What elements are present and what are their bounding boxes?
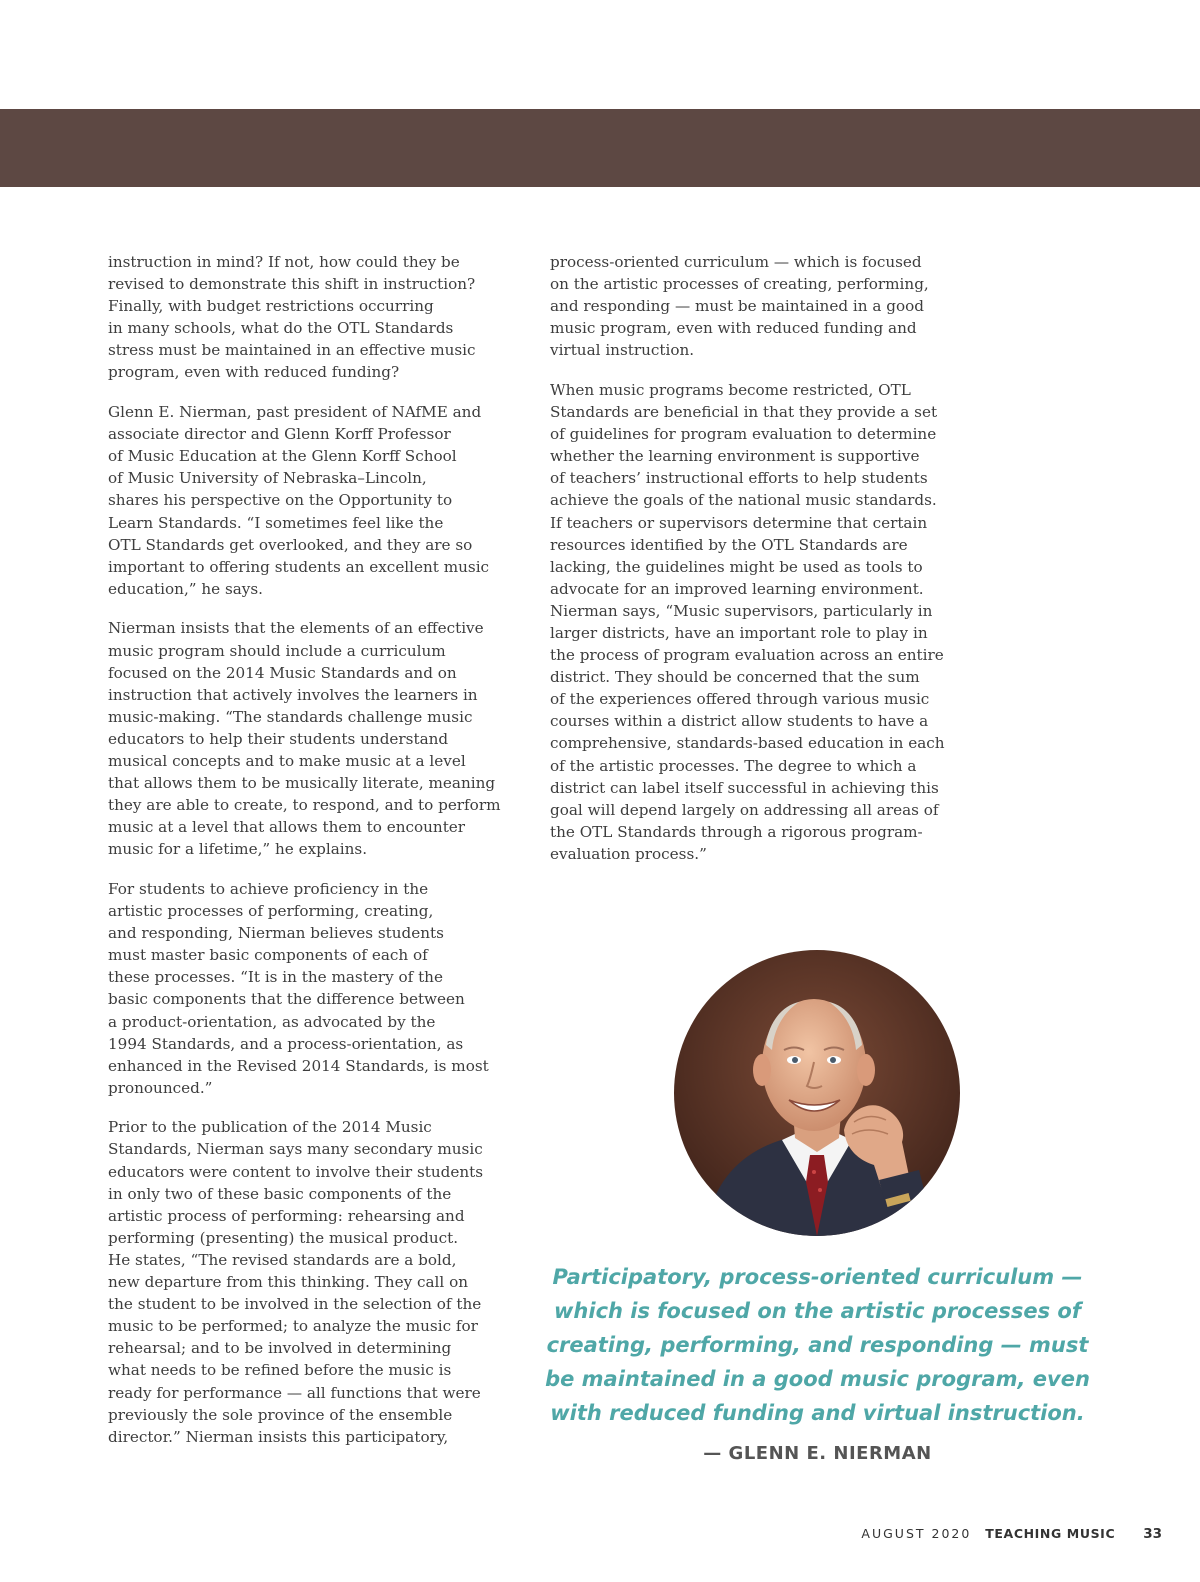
article-right-column [550, 251, 970, 883]
paragraph: When music programs become restricted, OTL Standards are beneficial in that they provide a set of guidelines for program evaluation to determine whether the learning environment is supportive of teachers’ instructional efforts to help students achieve the goals of the national music standards. If teachers or supervisors determine that certain resources identified by the OTL Standards are lacking, the guidelines might be used as tools to advocate for an improved learning environment. Nierman says, “Music supervisors, particularly in larger districts, have an important role to play in the process of program evaluation across an entire district. They should be concerned that the sum of the experiences offered through various music courses within a district allow students to have a comprehensive, standards-based education in each of the artistic processes. The degree to which a district can label itself successful in achieving this goal will depend largely on addressing all areas of the OTL Standards through a rigorous program- evaluation process.” [550, 380, 945, 863]
paragraph: For students to achieve proficiency in the artistic processes of performing, creating, and responding, Nierman believes students must master basic components of each of these processes. “It is in the mastery of the basic components that the difference between a product-orientation, as advocated by the 1994 Standards, and a process-orientation, as enhanced in the Revised 2014 Standards, is most pronounced.” [108, 879, 489, 1097]
issue-date: AUGUST 2020 [861, 1526, 972, 1541]
pull-quote: Participatory, process-oriented curriculum — which is focused on the artistic processes of creating, performing, and responding — must be maintained in a good music program, even with reduced funding and virtual instruction. [545, 1265, 1090, 1425]
paragraph: process-oriented curriculum — which is focused on the artistic processes of creating, performing, and responding — must be maintained in a good music program, even with reduced funding and virtual instruction. [550, 253, 929, 360]
paragraph: Nierman insists that the elements of an effective music program should include a curriculum focused on the 2014 Music Standards and on instruction that actively involves the learners in music-making. “The standards challenge music educators to help their students understand musical concepts and to make music at a level that allows them to be musically literate, meaning they are able to create, to respond, and to perform music at a level that allows them to encounter music for a lifetime,” he explains. [108, 619, 501, 859]
magazine-title: TEACHING MUSIC [985, 1526, 1116, 1541]
paragraph: instruction in mind? If not, how could they be revised to demonstrate this shift in instruction? Finally, with budget restrictions occurring in many schools, what do the OTL Standards stress must be maintained in an effective music program, even with reduced funding? [108, 253, 476, 382]
page-footer [861, 1526, 1162, 1542]
portrait-photo [674, 950, 960, 1236]
page-number: 33 [1143, 1526, 1162, 1542]
paragraph: Glenn E. Nierman, past president of NAfME and associate director and Glenn Korff Professor of Music Education at the Glenn Korff School of Music University of Nebraska–Lincoln, shares his perspective on the Opportunity to Learn Standards. “I sometimes feel like the OTL Standards get overlooked, and they are so important to offering students an excellent music education,” he says. [108, 403, 490, 598]
paragraph: Prior to the publication of the 2014 Music Standards, Nierman says many secondary music educators were content to involve their students in only two of these basic components of the artistic process of performing: rehearsing and performing (presenting) the musical product. He states, “The revised standards are a bold, new departure from this thinking. They call on the student to be involved in the selection of the music to be performed; to analyze the music for rehearsal; and to be involved in determining what needs to be refined before the music is ready for performance — all functions that were previously the sole province of the ensemble director.” Nierman insists this participatory, [108, 1118, 484, 1446]
pull-quote-attribution: — GLENN E. NIERMAN [703, 1443, 932, 1464]
header-color-band [0, 109, 1200, 187]
article-left-column [108, 251, 528, 1465]
portrait-illustration [674, 950, 960, 1236]
